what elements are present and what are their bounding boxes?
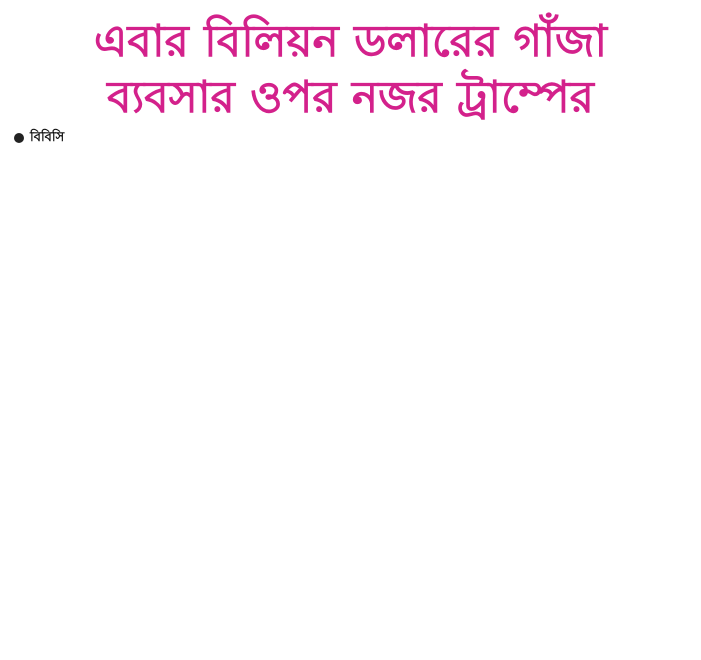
byline <box>14 128 344 148</box>
byline-text: বিবিসি <box>30 130 65 145</box>
headline-line-2: ব্যবসার ওপর নজর ট্রাম্পের <box>107 72 594 123</box>
right-column <box>358 128 688 648</box>
headline-line-1: এবার বিলিয়ন ডলারের গাঁজা <box>93 16 608 67</box>
article-columns <box>14 128 687 648</box>
left-column <box>14 128 344 648</box>
bullet-icon <box>14 133 24 143</box>
headline <box>8 14 693 126</box>
